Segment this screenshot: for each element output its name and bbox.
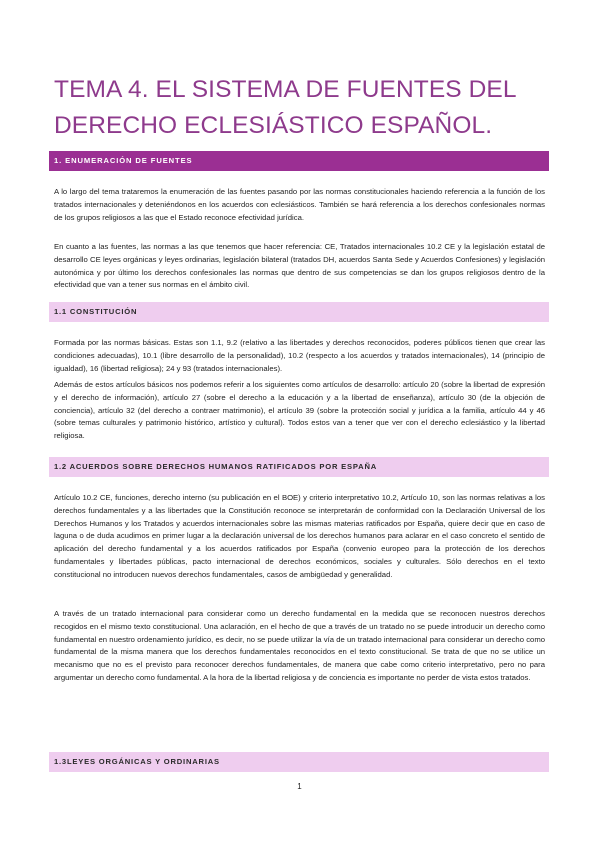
paragraph-articulos-desarrollo: Además de estos artículos básicos nos podemos referir a los siguientes como artículos de desarrollo: artículo 20 (sobre la libertad de expresión y el derecho de información), artículo 27 (sobre el derecho a la educación y a la libertad de enseñanza), artículo 30 (de la objeción de conciencia), artículo 32 (del derecho a contraer matrimonio), el artículo 39 (sobre la protección social y jurídica a la familia, artículo 44 y 46 (sobre temas culturales y patrimonio histórico, artístico y cultural). Todos estos van a tener que ver con el derecho eclesiástico y la libertad religiosa.	[54, 380, 545, 441]
paragraph-normas-basicas: Formada por las normas básicas. Estas son 1.1, 9.2 (relativo a las libertades y derechos reconocidos, poderes públicos tienen que crear las condiciones adecuadas), 10.1 (libre desarrollo de la personalidad), 10.2 (respecto a los acuerdos y tratados internacionales), 14 (principio de igualdad), 16 (libertad religiosa); 24 y 93 (tratados internacionales).	[54, 338, 545, 373]
section-heading-enumeracion: 1. ENUMERACIÓN DE FUENTES	[49, 151, 549, 171]
paragraph-tratado-internacional: A través de un tratado internacional para considerar como un derecho fundamental en la medida que se reconocen nuestros derechos recogidos en el mismo texto constitucional. Una aclaración, en el hecho de que a través de un tratado no se puede introducir un derecho como fundamental en nuestro ordenamiento jurídico, es decir, no se puede utilizar la vía de un tratado internacional para considerar un derecho como fundamental de la misma manera que los derechos fundamentales reconocidos en el texto constitucional. Se trata de que no se utilice un mecanismo que no es el previsto para reconocer derechos fundamentales, de manera que cabe como criterio interpretativo, pero no para argumentar un derecho como fundamental. A la hora de la libertad religiosa y de conciencia es importante no perder de vista estos tratados.	[54, 609, 545, 682]
paragraph-fuentes: En cuanto a las fuentes, las normas a las que tenemos que hacer referencia: CE, Tratados internacionales 10.2 CE y la legislación estatal de desarrollo CE leyes orgánicas y leyes ordinarias, legislación bilateral (tratados DH, acuerdos Santa Sede y Acuerdos Confesiones) y legislación autonómica y por último los derechos confesionales las normas que dentro de sus competencias se dan los grupos religiosos dentro de la efectividad que van a tener sus normas en el ámbito civil.	[54, 242, 545, 290]
document-title: TEMA 4. EL SISTEMA DE FUENTES DEL DERECHO ECLESIÁSTICO ESPAÑOL.	[54, 76, 516, 139]
section-heading-leyes: 1.3LEYES ORGÁNICAS Y ORDINARIAS	[49, 752, 549, 772]
section-heading-constitucion: 1.1 CONSTITUCIÓN	[49, 302, 549, 322]
paragraph-articulo-10-2: Artículo 10.2 CE, funciones, derecho interno (su publicación en el BOE) y criterio interpretativo 10.2, Artículo 10, son las normas relativas a los derechos fundamentales y a las libertades que la Constitución reconoce se interpretarán de conformidad con la Declaración Universal de los Derechos Humanos y los Tratados y acuerdos internacionales sobre las mismas materias ratificados por España, quiere decir que en caso de laguna o de duda acudimos en primer lugar a la declaración universal de los derechos humanos para aclarar en el caso concreto el sentido de aplicación del derecho fundamental y a los acuerdos ratificados por España (convenio europeo para la protección de los derechos fundamentales y libertades públicas, pacto internacional de derechos económicos, sociales y culturales. Sólo derechos en el texto constitucional no introducen nuevos derechos fundamentales, casos de ambigüedad y generalidad.	[54, 493, 545, 579]
page-number: 1	[297, 782, 302, 791]
paragraph-intro: A lo largo del tema trataremos la enumeración de las fuentes pasando por las normas constitucionales haciendo referencia a la función de los tratados internacionales y deteniéndonos en los acuerdos con eclesiásticos. También se hará referencia a los derechos confesionales normas de los grupos religiosos a las que el Estado reconoce efectividad jurídica.	[54, 187, 545, 222]
section-heading-acuerdos-dh: 1.2 ACUERDOS SOBRE DERECHOS HUMANOS RATIFICADOS POR ESPAÑA	[49, 457, 549, 477]
